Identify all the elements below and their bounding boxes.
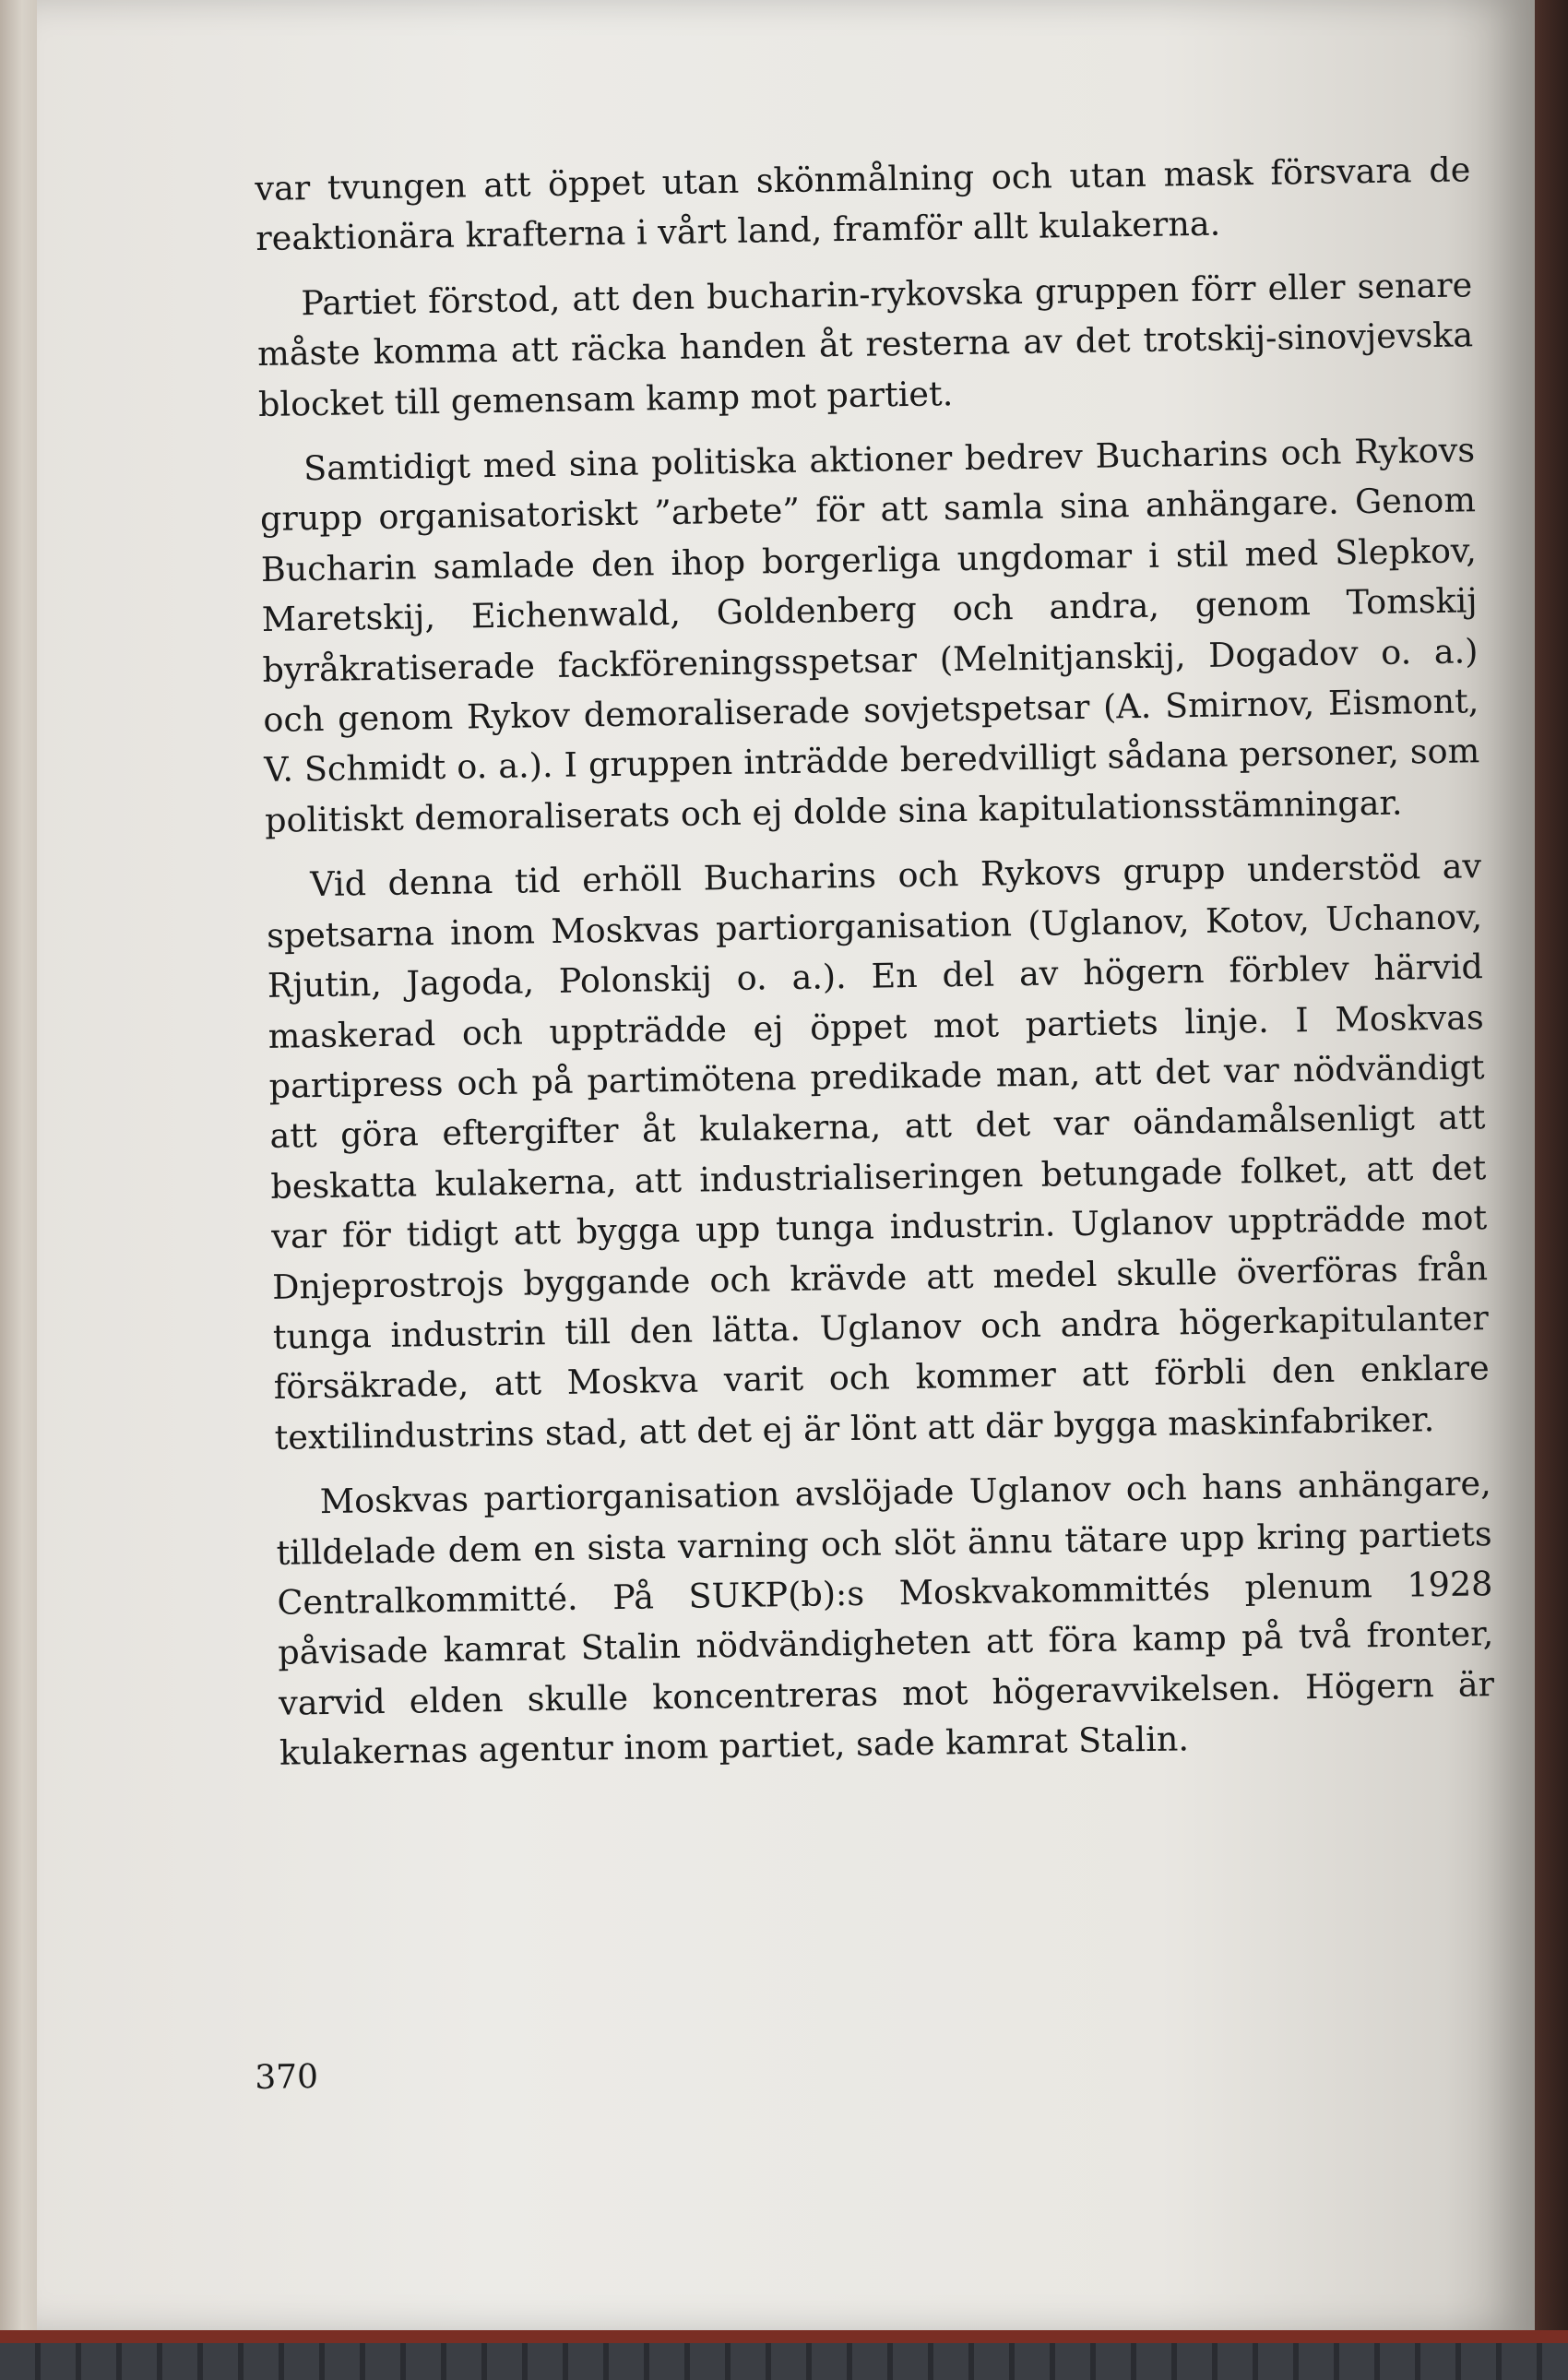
paragraph-2: Partiet förstod, att den bucharin-rykovska gruppen förr eller senare måste komma att räcka handen åt resterna av det trotskij-sinovjevska blocket till gemensam kamp mot partiet. [256,265,1474,424]
paragraph-5: Moskvas partiorganisation avslöjade Uglanov och hans anhängare, tilldelade dem en sista varning och slöt ännu tätare upp kring partiets Centralkommitté. På SUKP(b):s Moskvakommittés plenum 1928 påvisade kamrat Stalin nödvändigheten att föra kamp på två fronter, varvid elden skulle koncentreras mot högeravvikelsen. Högern är kulakernas agentur inom partiet, sade kamrat Stalin. [276,1463,1495,1773]
cutting-mat-background [0,2343,1568,2380]
page-number: 370 [255,2057,319,2097]
book-cover-right-edge [1535,0,1568,2380]
body-text [255,145,1496,1793]
book-page-stack-edge [0,0,37,2380]
paragraph-4: Vid denna tid erhöll Bucharins och Rykovs grupp understöd av spetsarna inom Moskvas partiorganisation (Uglanov, Kotov, Uchanov, Rjutin, Jagoda, Polonskij o. a.). En del av högern förblev härvid maskerad och uppträdde ej öppet mot partiets linje. I Moskvas partipress och på partimötena predikade man, att det var nödvändigt att göra eftergifter åt kulakerna, att det var oändamålsenligt att beskatta kulakerna, att industrialiseringen betungade folket, att det var för tidigt att bygga upp tunga industrin. Uglanov uppträdde mot Dnjeprostrojs byggande och krävde att medel skulle överföras från tunga industrin till den lätta. Uglanov och andra högerkapitulanter försäkrade, att Moskva varit och kommer att förbli den enklare textilindustrins stad, att det ej är lönt att där bygga maskinfabriker. [266,846,1491,1458]
paragraph-1: var tvungen att öppet utan skönmålning och utan mask försvara de reaktionära krafterna i vårt land, framför allt kulakerna. [255,149,1471,259]
paragraph-3: Samtidigt med sina politiska aktioner bedrev Bucharins och Rykovs grupp organisatoriskt ”arbete” för att samla sina anhängare. Genom Bucharin samlade den ihop borgerliga ungdomar i stil med Slepkov, Maretskij, Eichenwald, Goldenberg och andra, genom Tomskij byråkratiserade fackföreningsspetsar (Melnitjanskij, Dogadov o. a.) och genom Rykov demoraliserade sovjetspetsar (A. Smirnov, Eismont, V. Schmidt o. a.). I gruppen inträdde beredvilligt sådana personer, som politiskt demoraliserats och ej dolde sina kapitulationsstämningar. [259,430,1480,840]
book-cover-bottom-edge [0,2330,1568,2343]
book-page [37,0,1535,2330]
